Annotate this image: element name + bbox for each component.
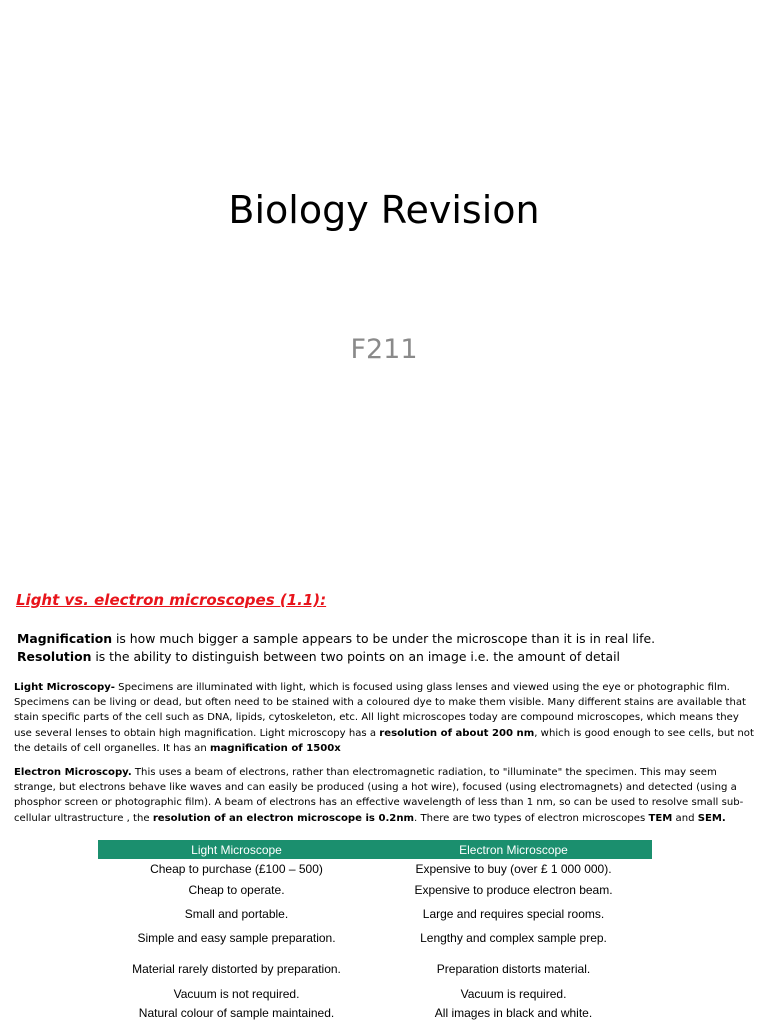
table-cell: Cheap to operate. [188, 883, 285, 897]
table-cell: Vacuum is required. [460, 986, 567, 1001]
definition-text: is how much bigger a sample appears to be under the microscope than it is in real life. [112, 631, 656, 646]
paragraph-bold: resolution of an electron microscope is 0.2nm [152, 812, 415, 824]
table-cell: Lengthy and complex sample prep. [420, 931, 607, 945]
table-row [98, 859, 652, 878]
table-cell: Expensive to buy (over £ 1 000 000). [415, 861, 612, 876]
paragraph-bold: resolution of about 200 nm [379, 727, 535, 739]
table-row [98, 950, 652, 984]
table-cell: All images in black and white. [434, 1006, 593, 1020]
paragraph-bold: magnification of 1500x [209, 742, 341, 754]
table-row [98, 878, 652, 902]
table-cell: Preparation distorts material. [436, 962, 591, 976]
table-header-row [98, 840, 652, 859]
paragraph-text: Specimens are illuminated with light, which is focused using glass lenses and viewed using the eye or photographic film. Specimens can be living or dead, but often need to be stained with a coloured dye to make them visible. Many different stains are available that stain specific parts of the cell such as DNA, lipids, cytoskeleton, etc. All light microscopes today are compound microscopes, which means they use several lenses to obtain high magnification. Light microscopy has a [14, 682, 746, 739]
table-cell: Natural colour of sample maintained. [138, 1006, 335, 1020]
table-cell: Material rarely distorted by preparation. [132, 962, 341, 976]
paragraph-text: This uses a beam of electrons, rather than electromagnetic radiation, to "illuminate" the specimen. This may seem strange, but electrons behave like waves and can easily be produced (using a hot wire), focused (using electromagnets) and detected (using a phosphor screen or photographic film). A beam of electrons has an effective wavelength of less than 1 nm, so can be used to resolve small sub-cellular ultrastructure , the [14, 767, 744, 824]
definition-term: Resolution [17, 649, 92, 664]
paragraph-lead: Light Microscopy- [14, 682, 115, 693]
definition-resolution [17, 648, 762, 666]
paragraph-bold: SEM. [697, 812, 726, 824]
table-cell: Large and requires special rooms. [422, 907, 605, 921]
paragraph-lead: Electron Microscopy. [14, 767, 132, 778]
definition-term: Magnification [17, 631, 113, 646]
definition-text: is the ability to distinguish between two points on an image i.e. the amount of detail [91, 649, 620, 664]
table-row [98, 1003, 652, 1023]
table-row [98, 984, 652, 1003]
definitions [17, 630, 762, 666]
paragraph-bold: TEM [648, 812, 673, 824]
slide-subtitle: F211 [350, 334, 418, 365]
table-cell: Expensive to produce electron beam. [414, 883, 613, 897]
table-cell: Small and portable. [184, 907, 289, 921]
paragraph-text: , which is good enough to see cells, but not the details of cell organelles. It has an [14, 727, 754, 754]
header-light-microscope: Light Microscope [98, 840, 375, 859]
slide-title: Biology Revision [228, 188, 540, 232]
table-row [98, 902, 652, 926]
paragraph-text: . There are two types of electron microscopes [414, 812, 649, 824]
table-row [98, 926, 652, 950]
light-microscopy-paragraph [14, 680, 754, 756]
section-heading: Light vs. electron microscopes (1.1): [16, 591, 327, 609]
table-cell: Vacuum is not required. [173, 986, 300, 1001]
definition-magnification [17, 630, 762, 648]
electron-microscopy-paragraph [14, 765, 754, 826]
paragraph-text: and [672, 812, 698, 824]
table-cell: Simple and easy sample preparation. [137, 931, 336, 945]
comparison-table [98, 840, 652, 1023]
table-cell: Cheap to purchase (£100 – 500) [150, 861, 323, 876]
header-electron-microscope: Electron Microscope [375, 840, 652, 859]
